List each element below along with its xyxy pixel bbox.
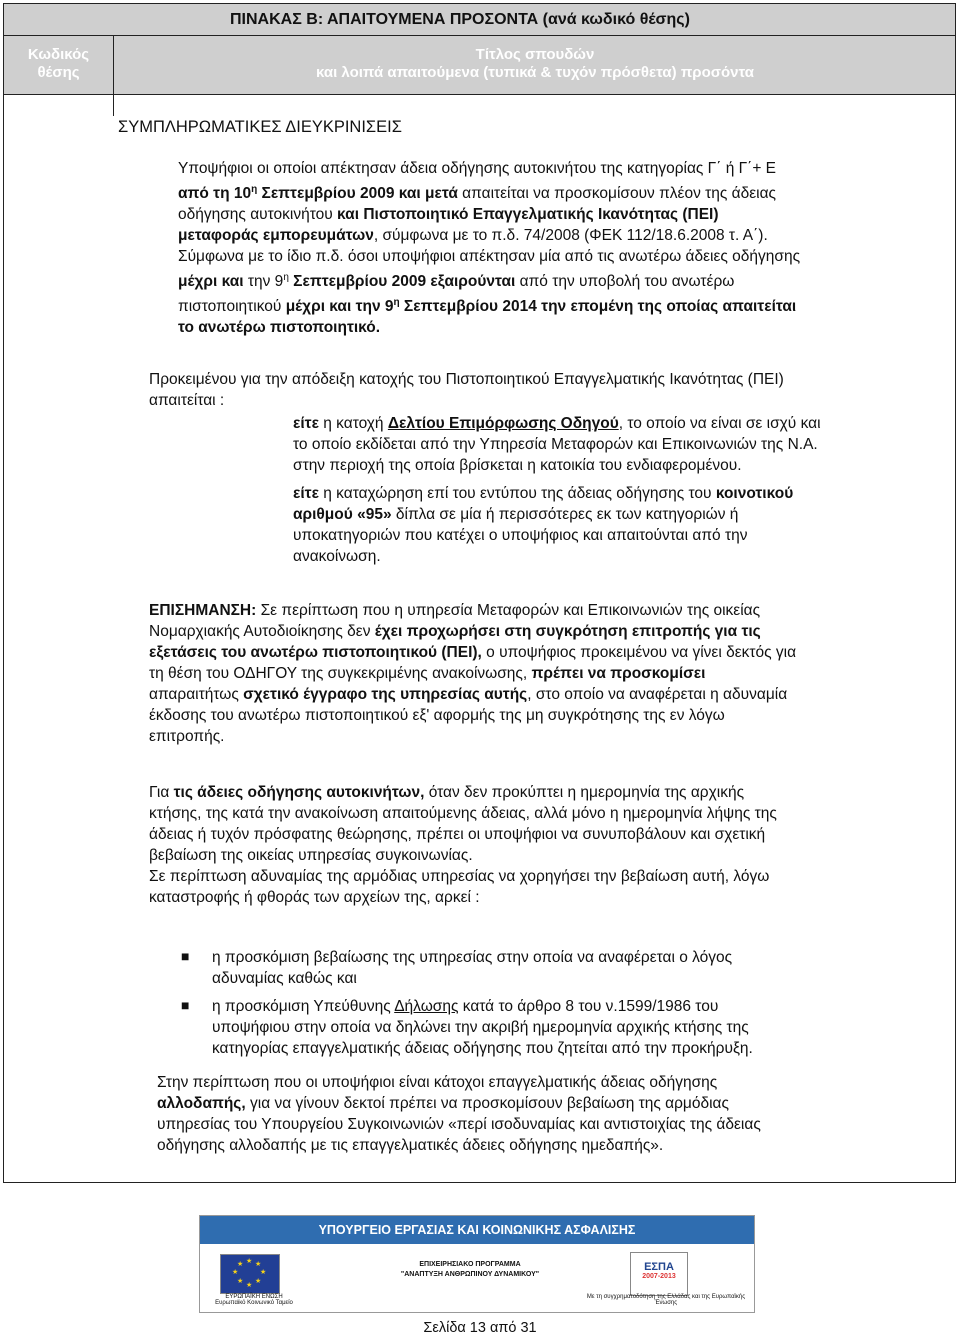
espa-logo: ΕΣΠΑ 2007-2013: [630, 1252, 688, 1296]
funding-logo-banner: [199, 1215, 755, 1313]
licenses-paragraph: Για τις άδειες οδήγησης αυτοκινήτων, όταν δεν προκύπτει η ημερομηνία της αρχικής κτήσης, της κατά την ανακοίνωση απαιτούμενης άδειας, αλλά μόνο η ημερομηνία λήψης της άδειας ή τυχόν πρόσφατης θεώρησης, πρέπει οι υποψήφιοι να συνυποβάλουν και σχετική βεβαίωση της οικείας υπηρεσίας συγκοινωνίας. Σε περίπτωση αδυναμίας της αρμόδιας υπηρεσίας να χορηγήσει την βεβαίωση αυτή, λόγω καταστροφής ή φθοράς των αρχείων της, αρκεί :: [149, 784, 777, 906]
cofunding-caption: Με τη συγχρηματοδότηση της Ελλάδας και της Ευρωπαϊκής Ένωσης: [586, 1294, 746, 1306]
proof-option-a: είτε η κατοχή Δελτίου Επιμόρφωσης Οδηγού, το οποίο να είναι σε ισχύ και το οποίο εκδίδεται από την Υπηρεσία Μεταφορών και Επικοινωνιών της Ν.Α. στην περιοχή της οποία βρίσκεται η κατοικία του ενδιαφερομένου.: [293, 415, 821, 474]
proof-option-b: είτε η καταχώρηση επί του εντύπου της άδειας οδήγησης του κοινοτικού αριθμού «95» δίπλα σε μία ή περισσότερες εκ των κατηγοριών ή υποκατηγοριών που κατέχει ο υποψήφιος και απαιτούνται από την ανακοίνωση.: [293, 485, 794, 565]
pei-paragraph: Υποψήφιοι οι οποίοι απέκτησαν άδεια οδήγησης αυτοκινήτου της κατηγορίας Γ΄ ή Γ΄+ Ε από τη $10^\eta$ Σεπτεμβρίου 2009 και μετά απαιτείται να προσκομίσουν πλέον της άδειας οδήγησης αυτοκινήτου και Πιστοποιητικό Επαγγελματικής Ικανότητας (ΠΕΙ) μεταφοράς εμπορευμάτων, σύμφωνα με το π.δ. 74/2008 (ΦΕΚ 112/18.6.2008 τ. Α΄). Σύμφωνα με το ίδιο π.δ. όσοι υποψήφιοι απέκτησαν μία από τις ανωτέρω άδειες οδήγησης μέχρι και την $9^\eta$ Σεπτεμβρίου 2009 εξαιρούνται από την υποβολή του ανωτέρω πιστοποιητικού μέχρι και την $9^\eta$ Σεπτεμβρίου 2014 την επομένη της οποίας απαιτείται το ανωτέρω πιστοποιητικό.: [178, 160, 801, 337]
ministry-band: ΥΠΟΥΡΓΕΙΟ ΕΡΓΑΣΙΑΣ ΚΑΙ ΚΟΙΝΩΝΙΚΗΣ ΑΣΦΑΛΙΣΗΣ: [200, 1216, 754, 1244]
code-column-spacer: [4, 94, 114, 116]
requirements-table: [3, 3, 956, 1183]
foreign-license-paragraph: Στην περίπτωση που οι υποψήφιοι είναι κάτοχοι επαγγελματικής άδειας οδήγησης αλλοδαπής, για να γίνουν δεκτοί πρέπει να προσκομίσουν βεβαίωση της αρμόδιας υπηρεσίας του Υπουργείου Συγκοινωνιών «περί ισοδυναμίας και αντιστοιχίας της άδειας οδήγησης αλλοδαπής με τις επαγγελματικές άδειες οδήγησης ημεδαπής».: [157, 1074, 761, 1154]
operational-program-logo: ΕΠΙΧΕΙΡΗΣΙΑΚΟ ΠΡΟΓΡΑΜΜΑ "ΑΝΑΠΤΥΞΗ ΑΝΘΡΩΠΙΝΟΥ ΔΥΝΑΜΙΚΟΥ": [400, 1261, 540, 1278]
table-title: ΠΙΝΑΚΑΣ Β: ΑΠΑΙΤΟΥΜΕΝΑ ΠΡΟΣΟΝΤΑ (ανά κωδικό θέσης): [4, 4, 955, 36]
bullet-item-2: η προσκόμιση Υπεύθυνης Δήλωσης κατά το άρθρο 8 του ν.1599/1986 του υποψήφιου στην οποία να δηλώνει την ακριβή ημερομηνία αρχικής κτήσης της κατηγορίας επαγγελματικής άδειας οδήγησης που ζητείται από την προκήρυξη.: [212, 998, 753, 1057]
header-position-code: Κωδικός θέσης: [4, 36, 114, 94]
eu-caption: ΕΥΡΩΠΑΪΚΗ ΕΝΩΣΗ Ευρωπαϊκό Κοινωνικό Ταμείο: [215, 1294, 293, 1306]
table-header-row: [4, 36, 955, 95]
bullet-icon: ■: [181, 948, 190, 964]
eu-flag-icon: ★ ★ ★ ★ ★ ★ ★ ★: [220, 1254, 280, 1294]
page-number: Σελίδα 13 από 31: [423, 1320, 537, 1336]
bullet-item-1: η προσκόμιση βεβαίωσης της υπηρεσίας στην οποία να αναφέρεται ο λόγος αδυναμίας καθώς και: [212, 949, 733, 987]
proof-intro: Προκειμένου για την απόδειξη κατοχής του Πιστοποιητικού Επαγγελματικής Ικανότητας (ΠΕΙ) απαιτείται :: [149, 371, 784, 409]
bullet-icon: ■: [181, 997, 190, 1013]
header-qualifications: Τίτλος σπουδών και λοιπά απαιτούμενα (τυπικά & τυχόν πρόσθετα) προσόντα: [315, 46, 755, 81]
section-heading: ΣΥΜΠΛΗΡΩΜΑΤΙΚΕΣ ΔΙΕΥΚΡΙΝΙΣΕΙΣ: [118, 118, 402, 136]
notice-paragraph: ΕΠΙΣΗΜΑΝΣΗ: Σε περίπτωση που η υπηρεσία Μεταφορών και Επικοινωνιών της οικείας Νομαρχιακής Αυτοδιοίκησης δεν έχει προχωρήσει στη συγκρότηση επιτροπής για τις εξετάσεις του ανωτέρω πιστοποιητικού (ΠΕΙ), ο υποψήφιος προκειμένου να γίνει δεκτός για τη θέση του ΟΔΗΓΟΥ της συγκεκριμένης ανακοίνωσης, πρέπει να προσκομίσει απαραιτήτως σχετικό έγγραφο της υπηρεσίας αυτής, στο οποίο να αναφέρεται η αδυναμία έκδοσης του ανωτέρω πιστοποιητικού εξ' αφορμής της μη συγκρότησης της εν λόγω επιτροπής.: [149, 602, 797, 745]
